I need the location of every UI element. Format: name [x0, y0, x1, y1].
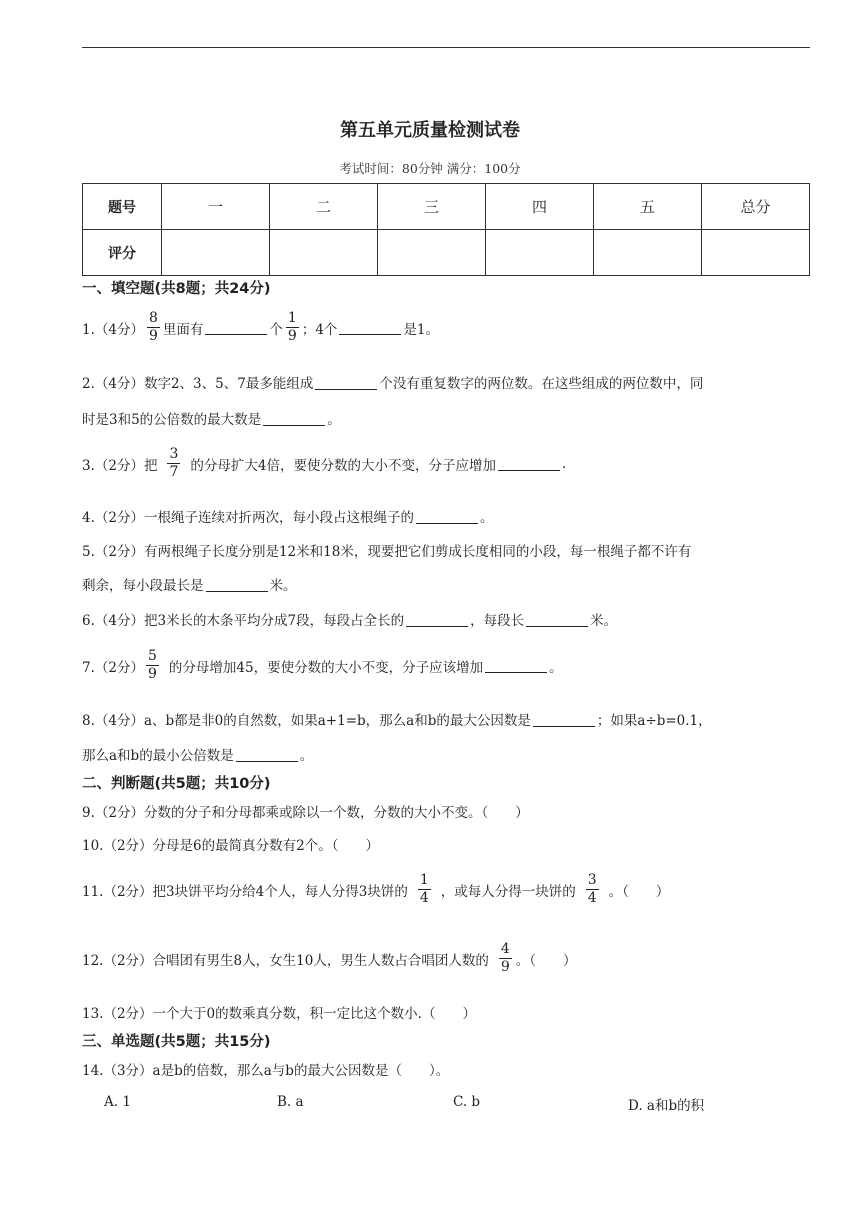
table-cell: 一 [162, 184, 270, 230]
page-title: 第五单元质量检测试卷 [340, 120, 520, 141]
score-cell[interactable] [162, 230, 270, 276]
table-row [83, 184, 810, 230]
answer-blank[interactable] [406, 612, 468, 627]
answer-blank[interactable] [498, 456, 560, 471]
fraction: $\frac{3}{4}$ [587, 872, 597, 906]
header-rule [82, 47, 810, 48]
table-cell: 四 [486, 184, 594, 230]
fraction: $\frac{4}{9}$ [500, 941, 510, 975]
question-13: 13.（2分）一个大于0的数乘真分数，积一定比这个数小.（ ） [82, 1006, 476, 1022]
fraction: $\frac{1}{9}$ [287, 310, 297, 344]
answer-blank[interactable] [533, 712, 595, 727]
question-11: 11.（2分）把3块饼平均分给4个人，每人分得3块饼的 $\frac{1}{4}$ ，或每人分得一块饼的 $\frac{3}{4}$ 。（ ） [82, 872, 670, 906]
option-d[interactable]: D. a和b的积 [628, 1098, 705, 1114]
exam-info: 考试时间：80分钟 满分：100分 [339, 161, 521, 176]
question-9: 9.（2分）分数的分子和分母都乘或除以一个数，分数的大小不变。（ ） [82, 805, 529, 821]
table-cell: 二 [270, 184, 378, 230]
question-4: 4.（2分）一根绳子连续对折两次，每小段占这根绳子的 。 [82, 510, 494, 526]
question-2: 2.（4分）数字2、3、5、7最多能组成 个没有重复数字的两位数。在这些组成的两位数中，同 [82, 376, 704, 392]
question-1: 1.（4分） $\frac{8}{9}$ 里面有 个 $\frac{1}{9}$ ；4个 是1。 [82, 310, 440, 344]
table-cell: 总分 [702, 184, 810, 230]
question-10: 10.（2分）分母是6的最简真分数有2个。（ ） [82, 838, 379, 854]
fraction: $\frac{8}{9}$ [148, 310, 158, 344]
question-2-cont: 时是3和5的公倍数的最大数是 。 [82, 412, 341, 428]
answer-blank[interactable] [526, 612, 588, 627]
table-cell: 三 [378, 184, 486, 230]
answer-blank[interactable] [263, 411, 325, 426]
question-5-cont: 剩余，每小段最长是 米。 [82, 578, 297, 594]
score-table [82, 183, 810, 276]
question-14: 14.（3分）a是b的倍数，那么a与b的最大公因数是（ ）。 [82, 1063, 450, 1079]
question-12: 12.（2分）合唱团有男生8人，女生10人，男生人数占合唱团人数的 $\frac{4}{9}$ 。（ ） [82, 941, 577, 975]
answer-blank[interactable] [485, 658, 547, 673]
section-heading: 一、填空题(共8题；共24分) [82, 281, 271, 297]
score-cell[interactable] [378, 230, 486, 276]
answer-blank[interactable] [339, 320, 401, 335]
answer-blank[interactable] [236, 747, 298, 762]
score-cell[interactable] [486, 230, 594, 276]
question-5: 5.（2分）有两根绳子长度分别是12米和18米，现要把它们剪成长度相同的小段，每一根绳子都不许有 [82, 544, 692, 560]
question-6: 6.（4分）把3米长的木条平均分成7段，每段占全长的 ，每段长 米。 [82, 613, 618, 629]
table-cell: 评分 [83, 230, 162, 276]
answer-blank[interactable] [205, 320, 267, 335]
answer-blank[interactable] [206, 577, 268, 592]
section-heading: 三、单选题(共5题；共15分) [82, 1034, 271, 1050]
score-cell[interactable] [594, 230, 702, 276]
fraction: $\frac{3}{7}$ [169, 446, 179, 480]
score-cell[interactable] [270, 230, 378, 276]
table-cell: 五 [594, 184, 702, 230]
fraction: $\frac{1}{4}$ [419, 872, 429, 906]
option-c[interactable]: C. b [453, 1094, 481, 1110]
section-heading: 二、判断题(共5题；共10分) [82, 776, 271, 792]
answer-blank[interactable] [315, 375, 377, 390]
option-a[interactable]: A. 1 [104, 1094, 131, 1110]
question-7: 7.（2分） $\frac{5}{9}$ 的分母增加45，要使分数的大小不变，分子应该增加 。 [82, 648, 563, 682]
question-3: 3.（2分）把 $\frac{3}{7}$ 的分母扩大4倍，要使分数的大小不变，分子应增加 . [82, 446, 567, 480]
table-cell: 题号 [83, 184, 162, 230]
question-8: 8.（4分）a、b都是非0的自然数，如果a+1=b，那么a和b的最大公因数是 ；如果a÷b=0.1， [82, 713, 712, 729]
score-cell[interactable] [702, 230, 810, 276]
fraction: $\frac{5}{9}$ [147, 648, 157, 682]
table-row [83, 230, 810, 276]
answer-blank[interactable] [416, 509, 478, 524]
question-8-cont: 那么a和b的最小公倍数是 。 [82, 748, 314, 764]
option-b[interactable]: B. a [277, 1094, 304, 1110]
